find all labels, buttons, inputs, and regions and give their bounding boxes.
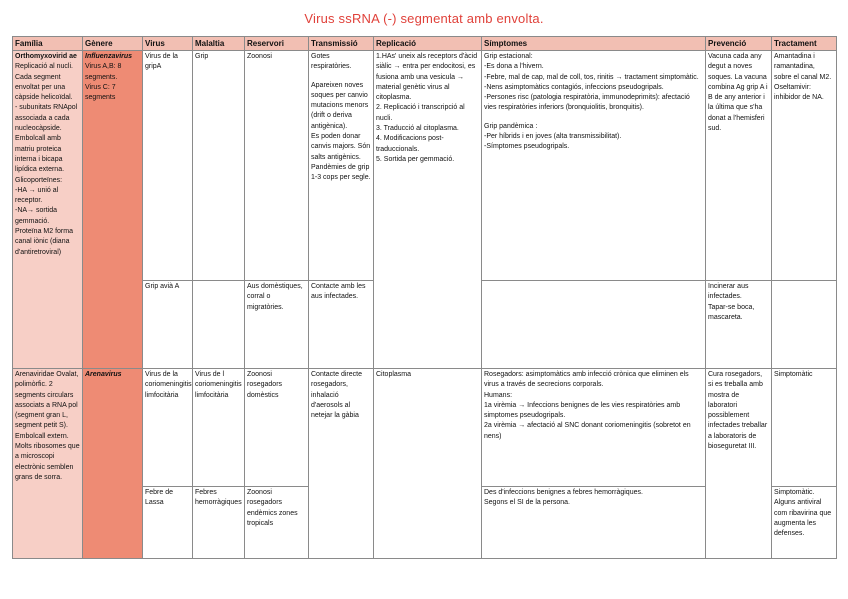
header-virus: Virus — [143, 37, 193, 51]
virus-cell: Virus de la gripA — [143, 51, 193, 281]
page-title: Virus ssRNA (-) segmentat amb envolta. — [304, 11, 544, 26]
prevention-cell: Vacuna cada any degut a noves soques. La vacuna combina Ag grip A i B de any anterior i la última que s'ha donat a l'hemisferi sud. — [706, 51, 772, 281]
disease-cell — [193, 281, 245, 369]
replication-cell: 1.HAs' uneix als receptors d'àcid siàlic → entra per endocitosi, es fusiona amb una vesicula → material genètic virus al citoplasma. 2. Replicació i transcripció al nucli. 3. Traducció al citoplasma. 4. Modificacions post-traduccionals. 5. Sortida per gemmació. — [374, 51, 482, 369]
genus-cell-influenzavirus: Influenzavirus Virus A,B: 8 segments. Virus C: 7 segments — [83, 51, 143, 369]
reservoir-cell: Zoonosi — [245, 51, 309, 281]
family-cell-orthomyxo: Orthomyxovirid ae Replicació al nucli. Cada segment envoltat per una càpside helicoïdal. - subunitats RNApol associada a cada nucleocàpside. Embolcall amb matriu proteica interna i bicapa lipídica externa. Glicoporteïnes: -HA → unió al receptor. -NA→ sortida gemmació. Proteïna M2 forma canal iònic (diana d'antiretroviral) — [13, 51, 83, 369]
reservoir-cell: Aus domèstiques, corral o migratòries. — [245, 281, 309, 369]
header-simptomes: Símptomes — [482, 37, 706, 51]
virus-cell: Febre de Lassa — [143, 487, 193, 559]
symptoms-cell — [482, 281, 706, 369]
header-transmissio: Transmissió — [309, 37, 374, 51]
header-genere: Gènere — [83, 37, 143, 51]
symptoms-cell: Grip estacional: -Es dona a l'hivern. -Febre, mal de cap, mal de coll, tos, rinitis → tractament simptomàtic. -Nens asimptomàtics contagiós, infeccions pseudogripals. -Persones risc (patologia respiratòria, immunodeprimits): afectació vies respiratòries inferiors (bronquiolitis, bronquitis). Grip pandèmica : -Per híbrids i en joves (alta transmissibilitat). -Símptomes pseudogripals. — [482, 51, 706, 281]
transmission-cell: Contacte amb les aus infectades. — [309, 281, 374, 369]
treatment-cell: Simptomàtic. Alguns antiviral com ribavirina que augmenta les defenses. — [772, 487, 837, 559]
table-row — [13, 369, 837, 487]
reservoir-cell: Zoonosi rosegadors endèmics zones tropicals — [245, 487, 309, 559]
header-malaltia: Malaltia — [193, 37, 245, 51]
header-row — [13, 37, 837, 51]
treatment-cell: Amantadina i ramantadina, sobre el canal M2. Oseltamivir: inhibidor de NA. — [772, 51, 837, 281]
disease-cell: Febres hemorràgiques — [193, 487, 245, 559]
header-replicacio: Replicació — [374, 37, 482, 51]
genus-cell-arenavirus: Arenavirus — [83, 369, 143, 559]
symptoms-cell: Rosegadors: asimptomàtics amb infecció crònica que eliminen els virus a través de secrecions corporals. Humans: 1a virèmia → Infeccions benignes de les vies respiratòries amb simptomes pseudogripals. 2a virèmia → afectació al SNC donant coriomeningitis (sobretot en nens) — [482, 369, 706, 487]
prevention-cell: Incinerar aus infectades. Tapar-se boca, mascareta. — [706, 281, 772, 369]
table-row — [13, 51, 837, 281]
disease-cell: Virus de l coriomeningitis limfocitària — [193, 369, 245, 487]
transmission-cell: Gotes respiratòries. Apareixen noves soques per canvio mutacions menors (drift o deriva antigènica). Es poden donar canvis majors. Són salts antigènics. Pandèmies de grip 1-3 cops per segle. — [309, 51, 374, 281]
virus-table — [12, 36, 837, 559]
virus-cell: Grip avià A — [143, 281, 193, 369]
header-tractament: Tractament — [772, 37, 837, 51]
disease-cell: Grip — [193, 51, 245, 281]
header-reservori: Reservori — [245, 37, 309, 51]
treatment-cell: Simptomàtic — [772, 369, 837, 487]
prevention-cell: Cura rosegadors, si es treballa amb mostra de laboratori possiblement infectades treballar a laboratoris de bioseguretat III. — [706, 369, 772, 559]
header-prevencio: Prevenció — [706, 37, 772, 51]
treatment-cell — [772, 281, 837, 369]
symptoms-cell: Des d'infeccions benignes a febres hemorràgiques. Segons el SI de la persona. — [482, 487, 706, 559]
header-familia: Família — [13, 37, 83, 51]
replication-cell: Citoplasma — [374, 369, 482, 559]
virus-cell: Virus de la coriomeningitis limfocitària — [143, 369, 193, 487]
family-cell-arenaviridae: Arenaviridae Ovalat, polimòrfic. 2 segments circulars associats a RNA pol (segment gran L, segment petit S). Embolcall extern. Molts ribosomes que a microscopi electrònic semblen grans de sorra. — [13, 369, 83, 559]
reservoir-cell: Zoonosi rosegadors domèstics — [245, 369, 309, 487]
transmission-cell: Contacte directe rosegadors, inhalació d'aerosols al netejar la gàbia — [309, 369, 374, 559]
